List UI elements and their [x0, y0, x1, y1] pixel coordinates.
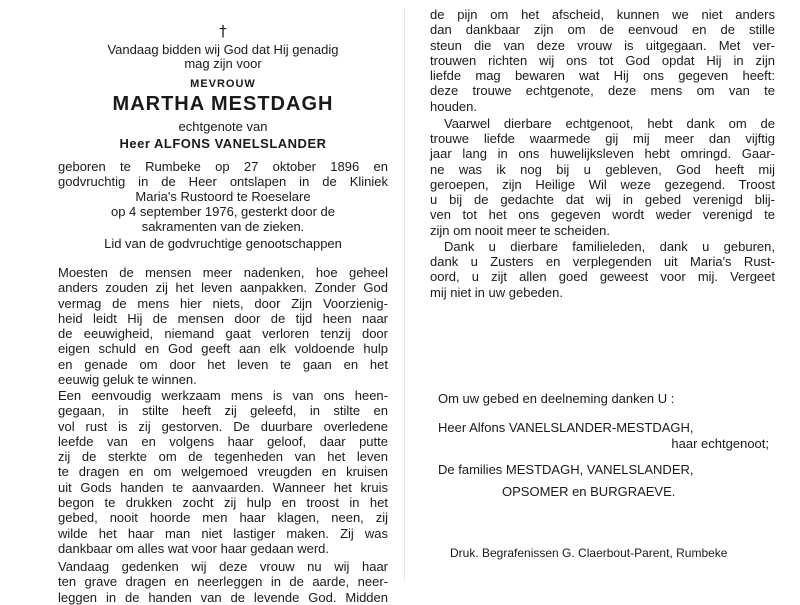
right-paragraph-1	[430, 7, 775, 114]
deceased-name: MARTHA MESTDAGH	[112, 93, 334, 115]
text-line: mij niet in uw gebeden.	[430, 284, 563, 300]
text-line: houden.	[430, 98, 477, 114]
left-paragraph-2	[58, 388, 388, 556]
text-line: ten grave dragen en neerleggen in de aarde, neer-	[58, 574, 388, 590]
text-line: vermag de mens hier niets, door Zijn Voorzienig-	[58, 295, 388, 311]
membership-line: Lid van de godvruchtige genootschappen	[104, 236, 342, 251]
text-line: dankbaar om alles wat voor haar gedaan werd.	[58, 540, 329, 556]
text-line: leggen in de handen van de levende God. Midden	[58, 589, 388, 605]
text-line: dank u Zusters en verplegenden uit Maria's Rust-	[430, 254, 775, 269]
text-line: dan dankbaar zijn om de eenvoud en de stille	[430, 22, 775, 38]
thanks-families-1: De families MESTDAGH, VANELSLANDER,	[438, 462, 694, 477]
text-line: gebed, nooit hoorde men haar klagen, neen, zij	[58, 510, 388, 526]
thanks-intro: Om uw gebed en deelneming danken U :	[438, 391, 675, 406]
text-line: trouwen richten wij ons tot God opdat Hij in zijn	[430, 52, 775, 68]
fold-divider	[404, 8, 405, 580]
left-paragraph-3	[58, 559, 388, 605]
birth-death-line: sakramenten van de zieken.	[141, 219, 305, 234]
text-line: Moesten de mensen meer nadenken, hoe geheel	[58, 265, 388, 280]
text-line: liefde mag bewaren wat Hij ons gegeven heeft:	[430, 68, 775, 84]
text-line: begon te drukken zocht zij hulp en troost in het	[58, 495, 388, 511]
right-paragraph-3	[444, 239, 775, 254]
text-line: trouwe liefde waarmede gij mij meer dan vijftig	[430, 131, 775, 146]
text-line: de pijn om het afscheid, kunnen we niet anders	[430, 7, 775, 22]
text-line: gegaan, in stilte heeft zij geleefd, in stilte en	[58, 403, 388, 419]
text-line: u bij de gedachte dat wij in gebed verenigd blij-	[430, 192, 775, 208]
right-paragraph-3-body	[430, 254, 775, 300]
text-line: heid leidt Hij de mensen door de tijd heen naar	[58, 310, 388, 326]
birth-death-line: geboren te Rumbeke op 27 oktober 1896 en	[58, 159, 388, 174]
text-line: deze trouwe echtgenote, deze mens om van te	[430, 83, 775, 99]
text-line: jaar lang in ons huwelijksleven hebt omringd. Gaar-	[430, 146, 775, 162]
right-paragraph-2	[444, 116, 775, 131]
opening-line-2: mag zijn voor	[184, 56, 262, 71]
text-line: wilde het haar man niet lastiger maken. Zij was	[58, 525, 388, 541]
right-paragraph-2-body	[430, 131, 775, 238]
text-line: geroepen, zijn Heilige Wil weze gezegend. Troost	[430, 176, 775, 192]
honorific: MEVROUW	[190, 78, 256, 90]
text-line: eeuwig geluk te winnen.	[58, 372, 197, 388]
left-paragraph-1	[58, 265, 388, 387]
text-line: vol rust is zij gestorven. De duurbare overledene	[58, 418, 388, 434]
birth-death-line: op 4 september 1976, gesterkt door de	[110, 204, 336, 219]
opening-line-1: Vandaag bidden wij God dat Hij genadig	[107, 42, 339, 57]
text-line: uit Gods handen te aanvaarden. Wanneer het kruis	[58, 479, 388, 495]
birth-death-line: Maria's Rustoord te Roeselare	[135, 189, 311, 204]
spouse-name: Heer ALFONS VANELSLANDER	[119, 136, 327, 151]
text-line: Een eenvoudig werkzaam mens is van ons heen-	[58, 388, 388, 403]
cross-icon: †	[219, 22, 227, 40]
thanks-families-2: OPSOMER en BURGRAEVE.	[502, 484, 676, 499]
thanks-husband-role: haar echtgenoot;	[671, 436, 769, 451]
text-line: en genade om door het leven te gaan en het	[58, 356, 388, 372]
text-line: Vaarwel dierbare echtgenoot, hebt dank om de	[444, 116, 775, 131]
text-line: ne was ik nog bij u gebleven, God heeft mij	[430, 161, 775, 177]
text-line: leefde van en volgens haar geloof, daar putte	[58, 433, 388, 449]
text-line: zijn om nooit meer te scheiden.	[430, 222, 610, 238]
thanks-husband-name: Heer Alfons VANELSLANDER-MESTDAGH,	[438, 420, 694, 435]
text-line: de eeuwigheid, niemand gaat verloren tenzij door	[58, 326, 388, 342]
text-line: Vandaag gedenken wij deze vrouw nu wij haar	[58, 559, 388, 574]
right-column	[430, 0, 775, 588]
relation-text: echtgenote van	[178, 119, 268, 134]
birth-death-line: godvruchtig in de Heer ontslapen in de Kliniek	[58, 174, 388, 189]
text-line: eigen schuld en God geeft aan elk voldoende hulp	[58, 341, 388, 357]
text-line: steun die van deze vrouw is uitgegaan. Met ver-	[430, 37, 775, 53]
text-line: oord, u zijt allen goed geweest voor mij. Vergeet	[430, 269, 775, 285]
text-line: ven tot het ons gegeven wordt weder verenigd te	[430, 207, 775, 223]
text-line: zij de sterkte om de tegenheden van het leven	[58, 449, 388, 465]
text-line: te dragen en om welgemoed vreugden en kruisen	[58, 464, 388, 480]
text-line: anders zouden zij het leven aanpakken. Zonder God	[58, 280, 388, 296]
printer-credit: Druk. Begrafenissen G. Claerbout-Parent, Rumbeke	[450, 546, 728, 560]
text-line: Dank u dierbare familieleden, dank u geburen,	[444, 239, 775, 254]
left-column	[58, 0, 388, 605]
